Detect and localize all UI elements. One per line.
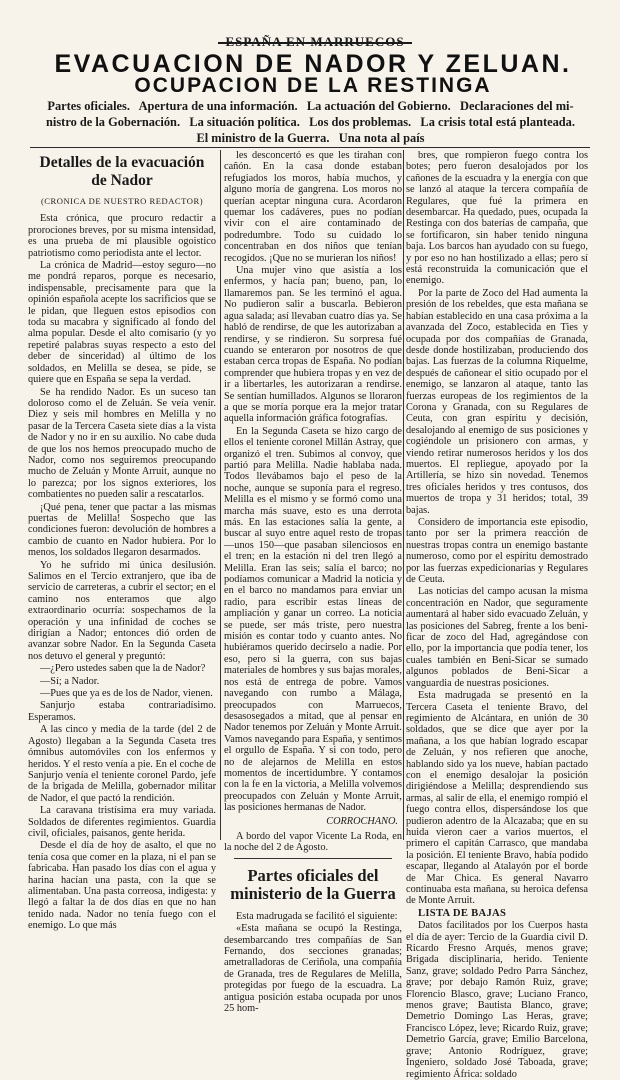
- paragraph: La caravana tristísima era muy variada. Soldados de diferentes regimientos. Guardia civil, oficiales, paisanos, gente herida.: [28, 805, 216, 839]
- paragraph: En la Segunda Caseta se hizo cargo de ellos el teniente coronel Millán Astray, que organizó el tren. Subimos al convoy, que partió para Melilla. Nadie hablaba nada. Todos llevábamos bajo el peso de la noche, aunque se suponía para el regreso. Melilla es el mismo y se formó como una marcha más suave, esto es una derrota más. En las estaciones salía la gente, a buscar al suyo entre aquel resto de tropas—unos 150—que pasaban silenciosos en el tren; en la estación ni del tren llegó a Melilla. Eran las seis; salía el barco; no podíamos comunicar a Madrid la noticia y en el barco no mandamos para enviar un radio, para escribir estas líneas de ampliación y ganar un correo. La noticia se puede, ser más triste, pero nuestra misión es contar todo y cuanto antes. No hubiéramos querido decirselo a nadie. Por eso, pero si la guerra, con sus bajas materiales de hombres y sus bajas morales, nos está de entrega de pobre. Vamos navegando con rumbo a Málaga, preocupados con Marruecos, desasosegados a mitad, que al pensar en Nador tenemos por Zeluán y Monte Arruit. Vamos navegando para España, y sentimos el orgullo de España. Y si con todo, pero no de alejarnos de Melilla en estos momentos de incertidumbre. Y contamos con la fe en la victoria, a Melilla volvemos preocupados con Zeluán y Monte Arruit, las posiciones hermanas de Nador.: [224, 425, 402, 814]
- dateline-note: A bordo del vapor Vicente La Roda, en la noche del 2 de Agosto.: [224, 830, 402, 854]
- column-1-title: Detalles de la evacuación de Nador: [39, 154, 205, 189]
- paragraph: Esta crónica, que procuro redactir a prorociones breves, por su misma intensidad, es una prueba de mi plausible ogoistico patriotismo como periodista ante el lector.: [28, 213, 216, 259]
- section-label: ESPAÑA EN MARRUECOS: [210, 34, 420, 50]
- losses-heading: LISTA DE BAJAS: [418, 907, 507, 919]
- paragraph: Una mujer vino que asistía a los enfermos, y hacía pan; bueno, pan, lo llamaremos pan. Se les terminó el agua. No pudieron salir a buscarla. Bebieron agua salada; así llevaban cuatro días ya. Se habló de rendirse, de que les autorizaban a rendirse, y se rindieron. Su sorpresa fué cuando se enteraron por nosotros de que estaban cerca tropas de España. No podían comprender que hubiera tropas y en vez de ir a libertarles, les autorizaran a rendirse. Se sentían humillados. Algunos se lloraron a que se moría porque era la mejor tratar aquella información gráfica fotografías.: [224, 265, 402, 425]
- paragraph: Esta madrugada se facilitó el siguiente:: [236, 910, 398, 922]
- paragraph: «Esta mañana se ocupó la Restinga, desembarcando tres compañías de San Fernando, dos secciones granadas; ametralladoras de Ceriñola, una compañía de Granada, tres de Regulares de Melilla, protegidas por fuego de la escuadra. La antigua posición estaba ocupada por unos 25 hom-: [224, 923, 402, 1015]
- paragraph: Desde el día de hoy de asalto, el que no tenía cosa que comer en la plaza, ni el pan se fabricaba. Han pasado los días con el agua y harina hacían una pasta, con la que se alimentaban. Una pasta correosa, indigesta: y llegó a faltar la de dos días en que no han tenido nada. Nador no tenía fuego con el enemigo. Lo que más: [28, 840, 216, 932]
- headline-main: EVACUACION DE NADOR Y ZELUAN.: [54, 50, 572, 78]
- paragraph: Yo he sufrido mi única desilusión. Salimos en el Tercio extranjero, que iba de servicio de carreteras, a cubrir el sector; en el camino nos enteramos que algo extraordinario ocurría: sospechamos de la operación y una infinidad de coches se dirigían a Nador; entonces dió orden de avanzar sobre Nador. En la Segunda Caseta nos detuvo el general y preguntó:: [28, 559, 216, 662]
- paragraph: bres, que rompieron fuego contra los botes; pero fueron desalojados por los cañones de la escuadra y la energía con que se lanzó al ataque la tercera compañía de Regulares, que fué la primera en desembarcar. Ha quedado, pues, ocupada la Restinga con dos baterías de campaña, que se fortificaron, sin haber tenido ninguna baja. Los barcos han ayudado con su fuego, y por eso no han hostilizado a ellas; pero sí está reconstruida la comunicación que el enemigo.: [406, 150, 588, 287]
- article-column-1: [28, 150, 216, 932]
- byline: (CRONICA DE NUESTRO REDACTOR): [40, 196, 204, 206]
- subheadline-line-2: nistro de la Gobernación. La situación política. Los dos problemas. La crisis total está planteada.: [46, 115, 575, 129]
- paragraph: Datos facilitados por los Cuerpos hasta el día de ayer: Tercio de la Guardia civil D. Ricardo Fresno Arqués, menos grave; Brigada disciplinaria, herido. Teniente Sanz, grave; soldado Pedro Parra Sánchez, grave; por debajo Ramón Ruiz, grave; Florencio Blasco, grave; Luciano Franco, menos grave; Bautista Blanco, grave; Demetrio Domingo Las Heras, grave; Francisco López, leve; Ricardo Ruiz, grave; Demetrio García, grave; Emilio Barcelona, grave; Antonio Rodríguez, grave; Ingeniero, soldado José Taboada, grave; regimiento África: soldado: [406, 920, 588, 1080]
- paragraph: ¡Qué pena, tener que pactar a las mismas puertas de Melilla! Sospecho que las condiciones fueron: devolución de hombres a cambio de cuanto en Nador hubiera. Por lo menos, los soldados llegaron desarmados.: [28, 501, 216, 559]
- paragraph: Se ha rendido Nador. Es un suceso tan doloroso como el de Zeluán. Se veía venir. Diez y seis mil hombres en Melilla y no pasar de la Tercera Caseta siete días a la vista de Nador y no ir en su auxilio. No cabe duda de que los nos hemos preocupado mucho de Nador, como nos seguiremos preocupando mucho de Zeluán y Monte Arruit, aunque no lo parezca; por los signos exteriores, los combatientes no pueden salir a rescatarlos.: [28, 386, 216, 501]
- section-divider: [234, 858, 392, 859]
- author-signature: CORROCHANO.: [326, 815, 398, 827]
- paragraph: La crónica de Madrid—estoy seguro—no me pondrá reparos, porque es necesario, indispensable, precisamente para que la opinión española acepte los sacrificios que se le pidan, que lleguen estos episodios con toda su macabra y significado al fondo del alma popular. Desde el alto comisario (y yo repetiré palabras suyas respecto a esto del deber de sinceridad) al último de los soldados, en Melilla se desea, se pide, se quiere que en España se sepa la verdad.: [28, 260, 216, 386]
- column-divider-2: [403, 150, 404, 840]
- article-column-2: [224, 150, 402, 1015]
- paragraph: A las cinco y media de la tarde (del 2 de Agosto) llegaban a la Segunda Caseta tres ómnibus automóviles con los enfermos y heridos. Y el resto venía a pie. En el coche de Sanjurjo venía el teniente coronel Pardo, jefe de la brigada de Melilla, gobernador militar de Nador, el que pactó la rendición.: [28, 724, 216, 804]
- paragraph: Considero de importancia este episodio, tanto por ser la primera reacción de nuestras tropas contra un enemigo bastante numeroso, como por el espíritu demostrado por las fuerzas expedicionarias y Regulares de Ceuta.: [406, 517, 588, 586]
- paragraph: Sanjurjo estaba contrariadísimo. Esperamos.: [28, 700, 216, 723]
- paragraph: —Sí; a Nador.: [40, 675, 100, 687]
- paragraph: —¿Pero ustedes saben que la de Nador?: [40, 663, 206, 675]
- paragraph: les desconcertó es que les tirahan con cañón. En la casa donde estaban refugiados los moros, había muchos, y alguno moría de gangrena. Los moros no querían aceptar ninguna cura. Acordaron quemar los cadáveres, pues no podían vivir con el aire contaminado de podredumbre. Todo su cuidado lo concentraban en dos niños que tenían recogidos. ¡Que no se murieran los niños!: [224, 150, 402, 264]
- subheadline-line-3: El ministro de la Guerra. Una nota al país: [196, 131, 425, 145]
- paragraph: Las noticias del campo acusan la misma concentración en Nador, que seguramente aumentará al haber sido evacuado Zeluán, y las posiciones del Sabreg, frente a los beni-ficar de zoco del Had, agregándose con ello, por la importancia que podía tener, los cuales también en Beni-Sicar se sumado algunos poblados de Beni-Sicar a vanguardia de nuestras posiciones.: [406, 586, 588, 689]
- paragraph: —Pues que ya es de los de Nador, vienen.: [40, 688, 213, 700]
- header-divider: [30, 147, 590, 148]
- paragraph: Esta madrugada se presentó en la Tercera Caseta el teniente Bravo, del regimiento de Alcántara, en unión de 30 soldados, que se dice que ayer por la mañana, a los que habían logrado escapar de Zeluán, y nos refieren que anoche, hablando sido ya los nueve, habían pactado con el enemigo desalojar la posición dirigiéndose a Melilla; desprendiendo sus armas, al salir de ella, el enemigo rompió el fuego contra ellos, dispersándose los que pudieron adentro de la Alcazaba; que en su huida vieron caer a varios muertos, el primero el capitán Carrasco, que mandaba la posición. El teniente Bravo, había podido escapar, llegando al Atalayón por el borde de Mar Chica. Es general Navarro continuaba esta mañana, su heroica defensa de Monte Arruit.: [406, 690, 588, 907]
- column-divider-1: [220, 150, 221, 840]
- paragraph: Por la parte de Zoco del Had aumenta la presión de los rebeldes, que esta mañana se habían establecido en una casa próxima a la avanzada del Zoco, establecida en Ties y ocupada por dos compañías de Granada, desde donde hostilizaban, produciendo dos bajas. Las fuerzas de la columna Riquelme, después de cañonear el sitio ocupado por el enemigo, se lanzaron al ataque, tanto las fuerzas europeas de los regimientos de la Corona y Granada, con su Regulares de Ceuta, con gran espíritu y decisión, desalojando al enemigo de sus posiciones y cogiéndole un prisionero con armas, y viendo retirar numerosos heridos y los dos muertos. El repliegue, apoyado por la Artillería, se hizo sin novedad. Tenemos tres oficiales heridos y tres contusos, dos muertos de tropa y 31 heridos; total, 39 bajas.: [406, 287, 588, 516]
- column-2-subhead: Partes oficiales del ministerio de la Guerra: [230, 865, 396, 903]
- subheadline-line-1: Partes oficiales. Apertura de una información. La actuación del Gobierno. Declaraciones del mi-: [47, 99, 574, 113]
- article-column-3: [406, 150, 588, 1080]
- headline-secondary: OCUPACION DE LA RESTINGA: [134, 74, 492, 97]
